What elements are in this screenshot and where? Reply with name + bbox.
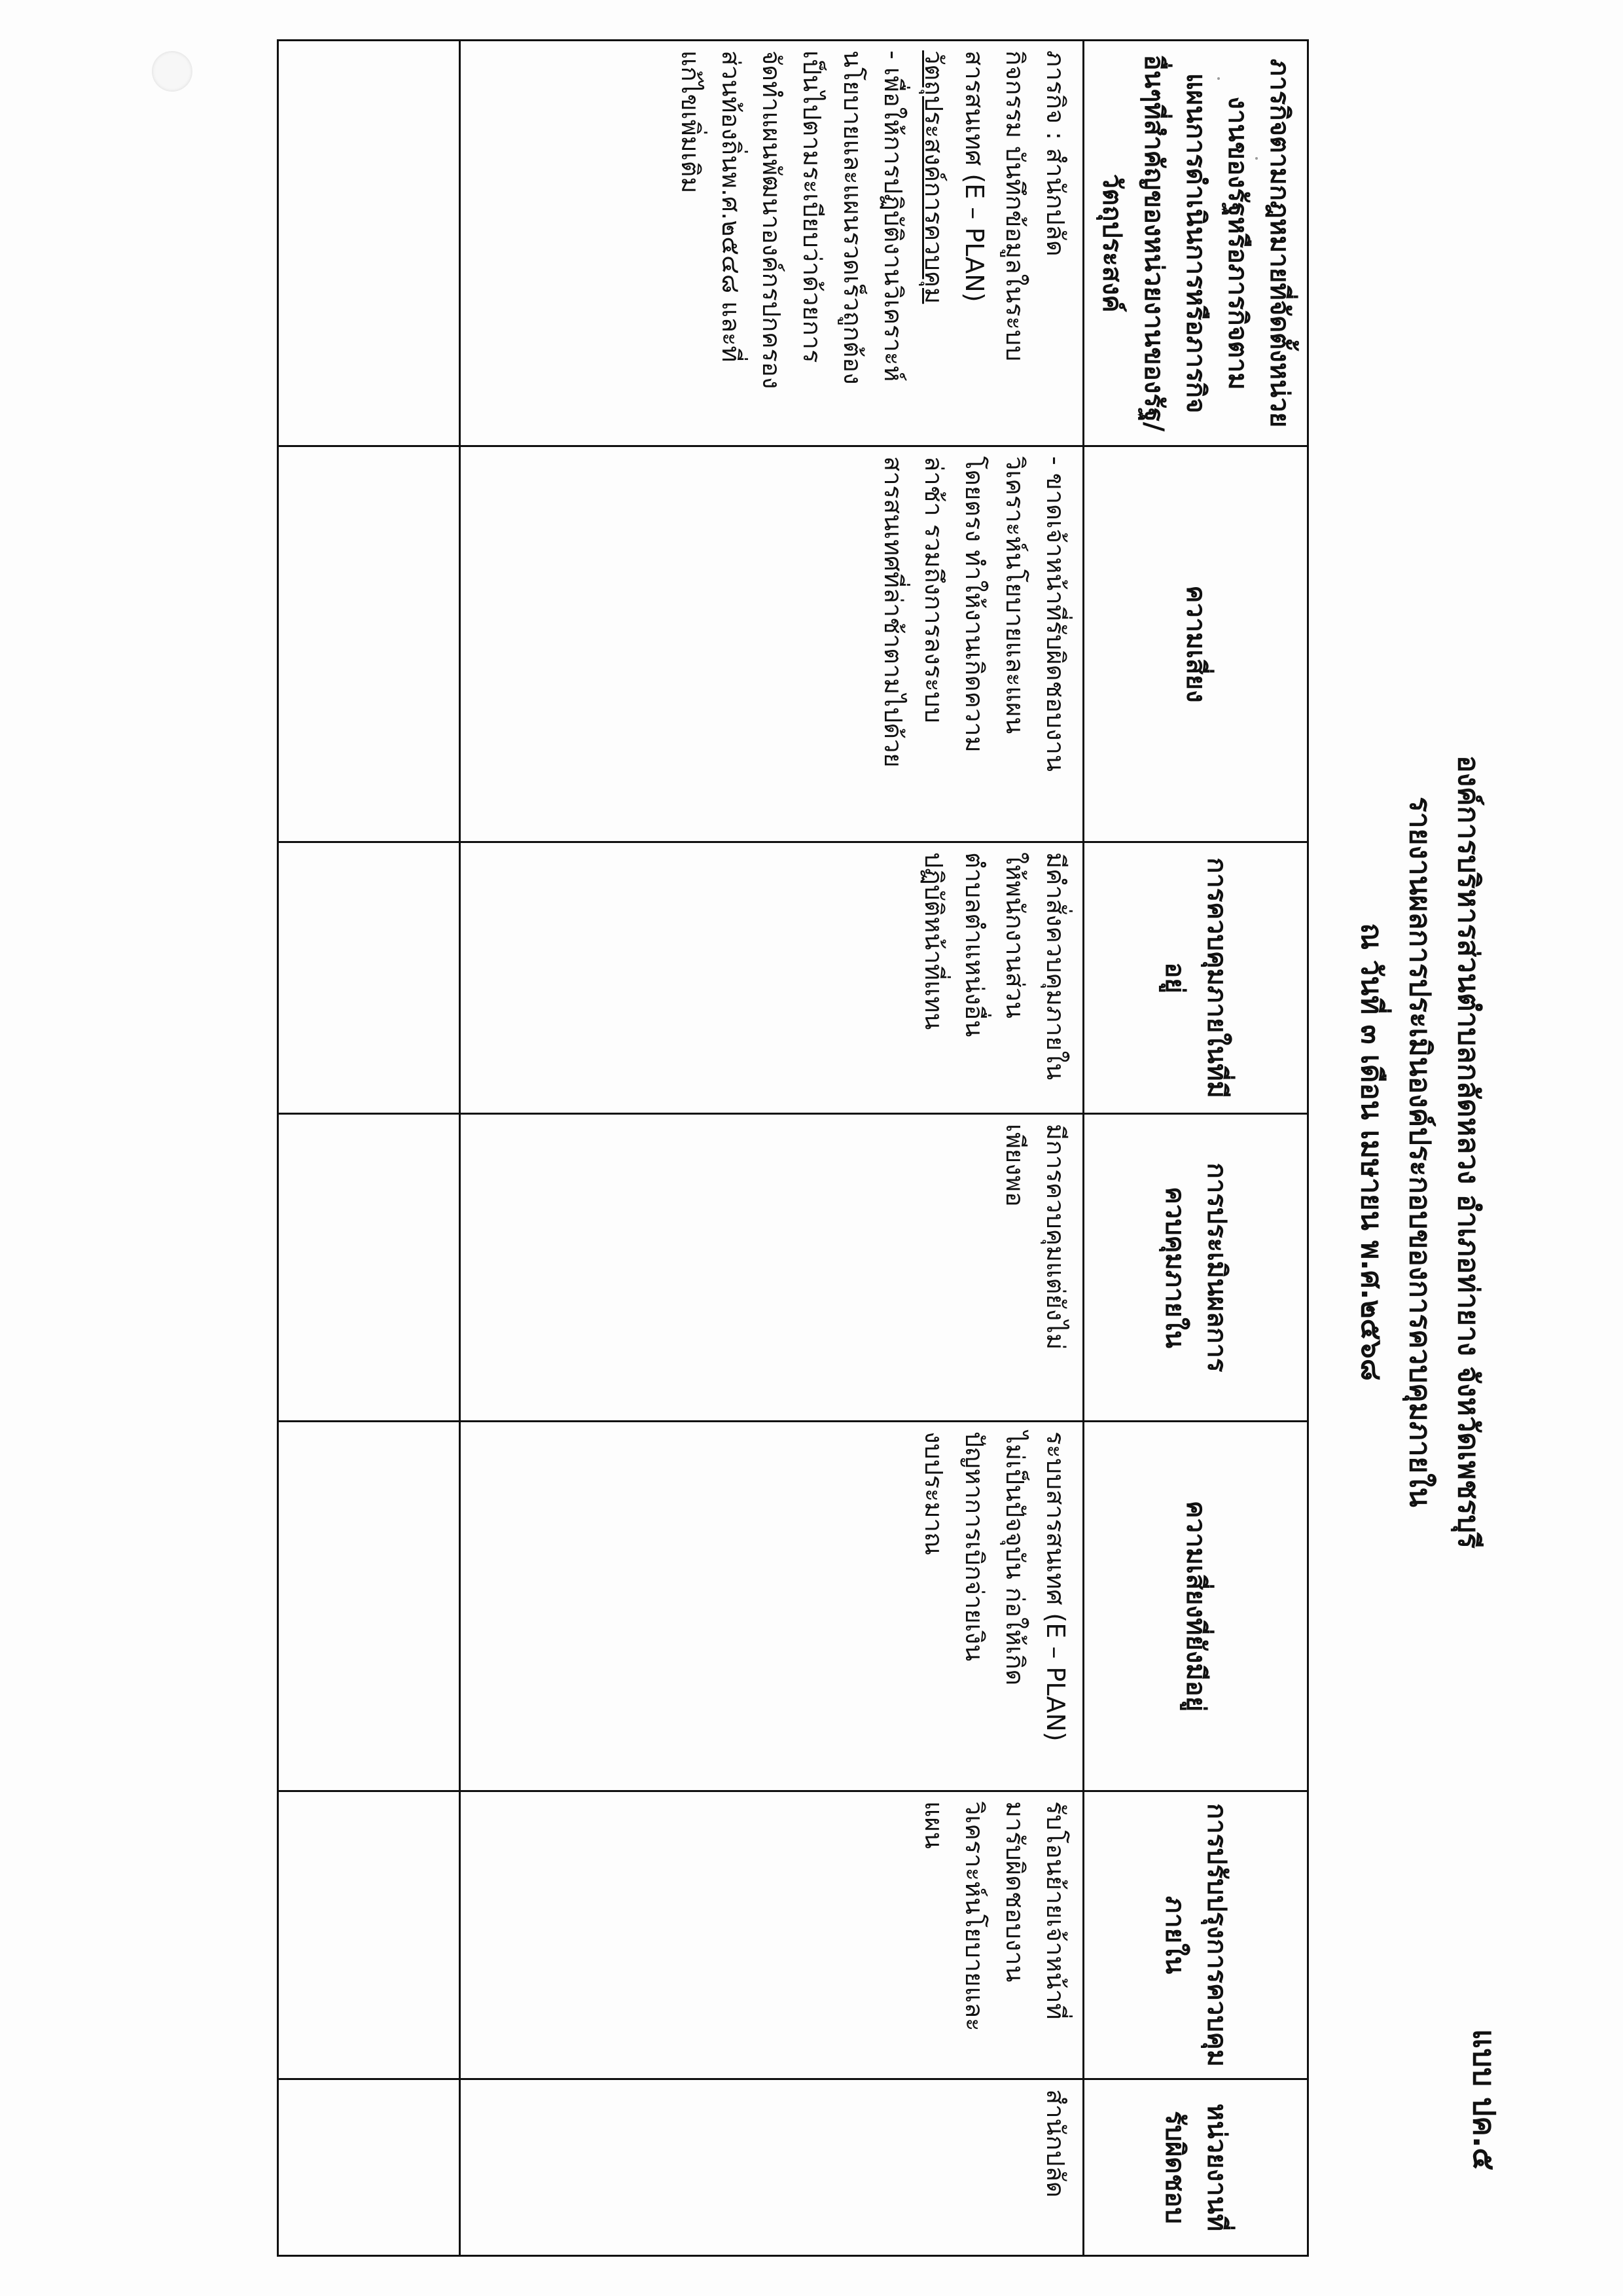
improvement-text: มารับผิดชอบงาน [1001,1801,1029,1982]
objective-heading: วัตถุประสงค์การควบคุม [919,50,948,304]
cell-control-improvement [460,1791,1084,2079]
empty-cell [278,1791,460,2079]
objective-text: นโยบายและแผนรวดเร็วถูกต้อง [838,50,867,385]
column-header-remaining-risk: ความเสี่ยงที่ยังมีอยู่ [1084,1422,1308,1791]
table-row [460,41,1084,2256]
remaining-risk-text: งบประมาณ [919,1431,948,1556]
existing-control-text: ตำบลตำแหน่งอื่น [960,852,989,1037]
column-header-existing-control: การควบคุมภายในที่มีอยู่ [1084,842,1308,1114]
column-header-risk: ความเสี่ยง [1084,446,1308,842]
evaluation-text: เพียงพอ [1001,1124,1029,1207]
existing-control-text: มีคำสั่งควบคุมภายใน [1041,852,1070,1081]
risk-text: - ขาดเจ้าหน้าที่รับผิดชอบงาน [1041,456,1070,772]
rotated-report [0,13,1571,2291]
table-header-row [1084,41,1308,2256]
form-code: แบบ ปค.๕ [1467,2029,1502,2171]
improvement-text: แผน [919,1801,948,1849]
existing-control-text: ให้พนักงานส่วน [1001,852,1029,1019]
risk-text: สารสนเทศที่ล่าช้าตามไปด้วย [879,456,908,768]
mission-text: กิจกรรม บันทึกข้อมูลในระบบ [1001,50,1029,362]
empty-cell [278,446,460,842]
column-header-control-improvement: การปรับปรุงการควบคุมภายใน [1084,1791,1308,2079]
column-header-control-evaluation: การประเมินผลการควบคุมภายใน [1084,1114,1308,1422]
risk-text: โดยตรง ทำให้งานเกิดความ [960,456,989,753]
table-row-empty [278,41,460,2256]
cell-responsible-unit [460,2079,1084,2256]
improvement-text: วิเคราะห์นโยบายและ [960,1801,989,2032]
responsible-unit-text: สำนักปลัด [1041,2089,1070,2198]
objective-text: แก้ไขเพิ่มเติม [676,50,705,194]
cell-mission [460,41,1084,446]
objective-text: จัดทำแผนพัฒนาองค์กรปกครอง [757,50,786,389]
empty-cell [278,842,460,1114]
risk-text: ล่าช้า รวมถึงการลงระบบ [919,456,948,723]
header-organization: องค์การบริหารส่วนตำบลกลัดหลวง อำเภอท่ายาง จังหวัดเพชรบุรี [1452,755,1485,1549]
report-header [1347,13,1492,2291]
mission-text: สารสนเทศ (E – PLAN) [960,50,989,302]
mission-text: ภารกิจ : สำนักปลัด [1041,50,1070,257]
objective-text: - เพื่อให้การปฏิบัติงานวิเคราะห์ [879,50,908,382]
remaining-risk-text: ระบบสารสนเทศ (E – PLAN) [1041,1431,1070,1742]
objective-text: ส่วนท้องถิ่นพ.ศ.๒๕๔๘ และที่ [717,50,745,363]
empty-cell [278,2079,460,2256]
column-header-responsible-unit: หน่วยงานที่รับผิดชอบ [1084,2079,1308,2256]
remaining-risk-text: ไม่เป็นปัจจุบัน ก่อให้เกิด [1001,1431,1029,1686]
cell-remaining-risk [460,1422,1084,1791]
cell-control-evaluation [460,1114,1084,1422]
empty-cell [278,41,460,446]
existing-control-text: ปฏิบัติหน้าที่แทน [919,852,948,1030]
risk-text: วิเคราะห์นโยบายและแผน [1001,456,1029,734]
empty-cell [278,1114,460,1422]
objective-text: เป็นไปตามระเบียบว่าด้วยการ [798,50,827,363]
improvement-text: รับโอนย้ายเจ้าหน้าที่ [1041,1801,1070,2020]
control-assessment-table [277,39,1309,2257]
column-header-mission: ภารกิจตามกฎหมายที่จัดตั้งหน่วยงานของรัฐหรือภารกิจตามแผนการดำเนินการหรือภารกิจอื่นๆที่สำคัญของหน่วยงานของรัฐ/วัตถุประสงค์ [1084,41,1308,446]
cell-risk [460,446,1084,842]
empty-cell [278,1422,460,1791]
cell-existing-control [460,842,1084,1114]
remaining-risk-text: ปัญหาการเบิกจ่ายเงิน [960,1431,989,1662]
header-report-date: ณ วันที่ ๓ เดือน เมษายน พ.ศ.๒๕๖๘ [1355,923,1388,1381]
evaluation-text: มีการควบคุมแต่ยังไม่ [1041,1124,1070,1350]
header-report-title: รายงานผลการประเมินองค์ประกอบของการควบคุมภายใน [1403,797,1436,1507]
